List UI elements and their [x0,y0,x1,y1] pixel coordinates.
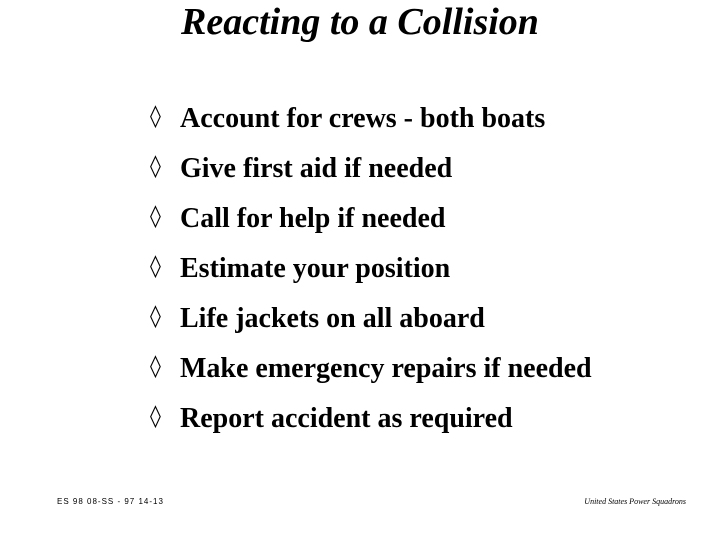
bullet-item [150,394,592,444]
bullet-text: Give first aid if needed [180,153,453,184]
bullet-text: Make emergency repairs if needed [180,353,592,384]
bullet-item [150,144,592,194]
footer-code: ES 98 08-SS - 97 14-13 [57,497,164,506]
bullet-text: Call for help if needed [180,203,446,234]
bullet-item [150,294,592,344]
bullet-text: Life jackets on all aboard [180,303,485,334]
bullet-item [150,194,592,244]
bullet-item [150,94,592,144]
diamond-outline-icon: ◊ [150,254,161,279]
diamond-outline-icon: ◊ [150,204,161,229]
diamond-outline-icon: ◊ [150,304,161,329]
footer-organization: United States Power Squadrons [584,497,686,506]
bullet-item [150,244,592,294]
slide-title: Reacting to a Collision [181,1,539,43]
bullet-list [150,94,592,444]
diamond-outline-icon: ◊ [150,154,161,179]
bullet-item [150,344,592,394]
diamond-outline-icon: ◊ [150,404,161,429]
bullet-text: Account for crews - both boats [180,103,546,134]
diamond-outline-icon: ◊ [150,354,161,379]
diamond-outline-icon: ◊ [150,104,161,129]
bullet-text: Report accident as required [180,403,513,434]
bullet-text: Estimate your position [180,253,451,284]
